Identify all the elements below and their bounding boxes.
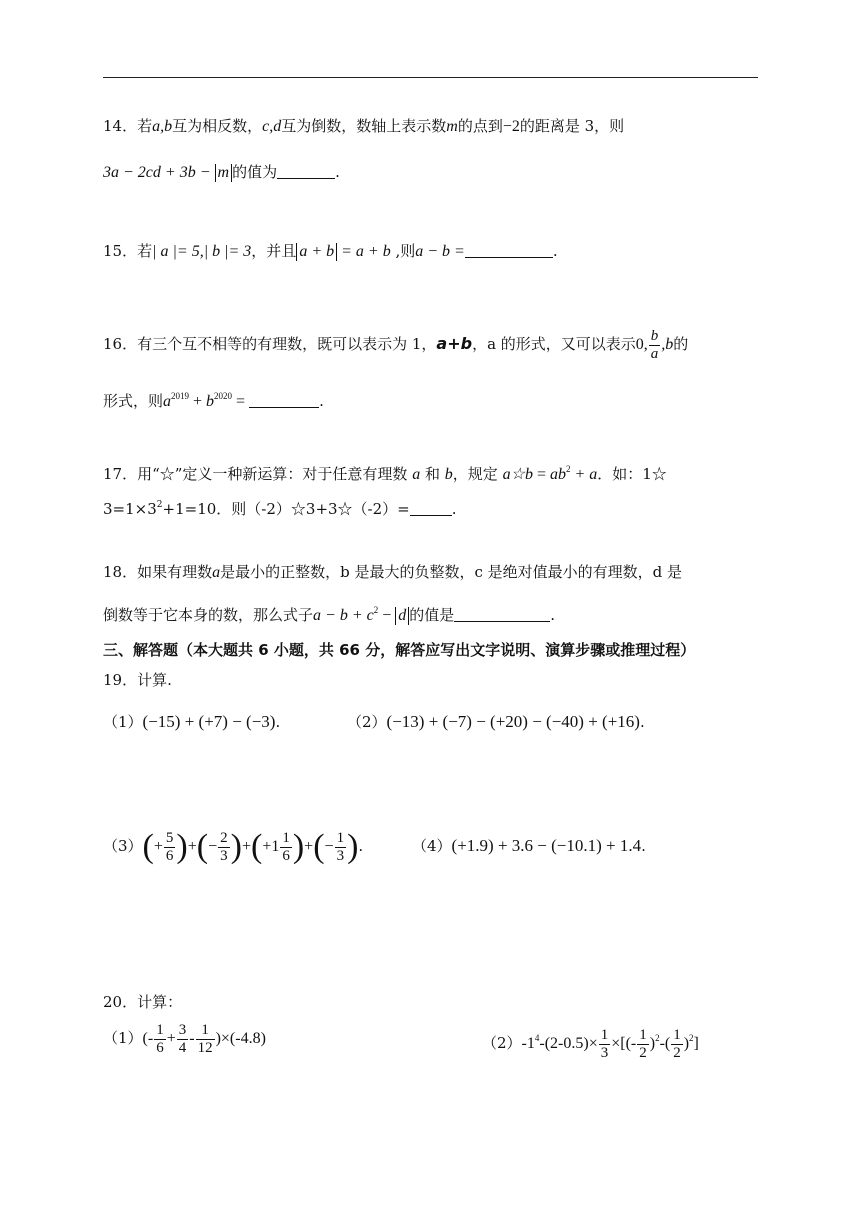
right-paren: ) <box>230 828 242 865</box>
question-text: 的值是 <box>409 606 455 624</box>
math-operator: = <box>532 466 550 483</box>
math-operator: = <box>232 393 250 410</box>
math-expression: (- <box>142 1030 154 1047</box>
question-text: +1=10．则（-2）☆3+3☆（-2）= <box>162 500 410 518</box>
math-number: −2 <box>502 118 520 135</box>
question-text: 若 <box>137 117 153 135</box>
denominator: 3 <box>336 847 345 864</box>
math-expression: a − b + c <box>313 607 374 624</box>
math-var: c,d <box>262 118 282 135</box>
math-abs: m <box>215 164 233 182</box>
fraction <box>280 830 292 865</box>
question-text: 互为倒数，数轴上表示数 <box>281 117 447 135</box>
math-expression: ] <box>693 1035 699 1052</box>
math-expression: (−15) + (+7) − (−3) <box>142 712 276 731</box>
math-sign: +1 <box>262 838 280 855</box>
question-18-line-2 <box>103 600 555 626</box>
punctuation: . <box>335 163 340 181</box>
numerator: 1 <box>600 1026 609 1043</box>
section-heading: 三、解答题（本大题共 6 小题，共 66 分，解答应写出文字说明、演算步骤或推理过程） <box>103 641 696 659</box>
question-text: 倒数等于它本身的数，那么式子 <box>103 606 314 624</box>
fraction <box>335 830 347 865</box>
question-text: 有三个互不相等的有理数，既可以表示为 1， <box>137 335 437 353</box>
denominator: 4 <box>178 1039 187 1056</box>
math-expression: = a + b <box>337 243 391 260</box>
punctuation: . <box>550 606 556 624</box>
question-text: ，规定 <box>452 465 498 483</box>
punctuation: . <box>358 837 364 855</box>
punctuation: . <box>641 837 646 855</box>
part-label: （1） <box>103 1029 143 1047</box>
math-abs: a + b <box>296 243 337 261</box>
math-expression: + a <box>570 466 598 483</box>
question-19-part-2 <box>347 712 645 732</box>
punctuation: . <box>275 713 281 731</box>
math-expression: a☆b <box>502 466 533 483</box>
math-operator: + <box>166 1030 176 1047</box>
right-paren: ) <box>176 828 188 865</box>
answer-blank[interactable] <box>465 243 553 258</box>
left-paren: ( <box>313 828 325 865</box>
denominator: 6 <box>282 847 290 864</box>
fraction <box>177 1022 189 1057</box>
fraction <box>599 1027 611 1062</box>
question-text: 3=1×3 <box>103 500 157 518</box>
math-expression: (+1.9) + 3.6 − (−10.1) + 1.4 <box>451 836 642 855</box>
denominator: 3 <box>600 1044 609 1061</box>
answer-blank[interactable] <box>249 393 319 408</box>
question-text: ，a 的形式，又可以表示 <box>472 335 636 353</box>
part-label: （3） <box>103 837 143 855</box>
numerator: b <box>650 327 659 344</box>
numerator: 1 <box>673 1026 681 1043</box>
question-text: 的值为 <box>232 163 278 181</box>
question-text: 的点到 <box>457 117 503 135</box>
question-text: 的距离是 3，则 <box>519 117 625 135</box>
math-var: a <box>412 466 421 483</box>
question-text: 是最小的正整数，b 是最大的负整数，c 是绝对值最小的有理数，d 是 <box>220 563 683 581</box>
denominator: 6 <box>165 847 174 864</box>
question-number: 17． <box>103 465 138 483</box>
math-expression: | a |= 5,| b |= 3 <box>152 243 252 260</box>
question-20-part-2 <box>482 1018 699 1064</box>
math-operator: + <box>187 838 197 855</box>
fraction <box>164 830 176 865</box>
question-number: 18． <box>103 563 138 581</box>
numerator: 1 <box>336 829 345 846</box>
math-operator: + <box>241 838 251 855</box>
math-expression: ) <box>683 1035 690 1052</box>
punctuation: . <box>319 392 324 410</box>
numerator: 5 <box>165 829 174 846</box>
math-var: a,b <box>152 118 173 135</box>
question-14-line-1 <box>103 116 624 137</box>
punctuation: . <box>552 242 558 260</box>
question-19-part-1 <box>103 712 280 732</box>
numerator: 1 <box>639 1026 647 1043</box>
denominator: 12 <box>197 1039 213 1056</box>
numerator: 1 <box>282 829 290 846</box>
question-19-part-3 <box>103 826 363 867</box>
question-17-line-1 <box>103 459 667 485</box>
question-number: 15． <box>103 242 138 260</box>
math-expression: -(2-0.5)× <box>539 1035 598 1052</box>
question-15-line <box>103 241 558 262</box>
math-expression: -( <box>659 1035 671 1052</box>
question-19-part-4 <box>412 836 646 856</box>
math-expression: -1 <box>521 1035 535 1052</box>
question-text: 若 <box>137 242 153 260</box>
question-text: ．如：1☆ <box>597 465 667 483</box>
part-label: （1） <box>103 713 143 731</box>
fraction <box>671 1027 683 1062</box>
question-16-line-1 <box>103 326 688 363</box>
exponent: 4 <box>534 1033 540 1043</box>
math-operator: − <box>378 607 396 624</box>
fraction-b-over-a <box>649 328 661 363</box>
math-var: b <box>206 393 215 410</box>
numerator: 1 <box>196 1022 215 1040</box>
answer-blank[interactable] <box>454 607 550 622</box>
math-expression: 3a − 2cd + 3b − <box>103 164 215 181</box>
question-18-line-1 <box>103 562 682 583</box>
question-16-line-2 <box>103 386 324 412</box>
math-var: a <box>163 393 172 410</box>
exponent: 2 <box>373 605 379 615</box>
math-expression: ) <box>649 1035 656 1052</box>
math-expression: ×[(- <box>611 1035 637 1052</box>
question-20-part-1 <box>103 1018 266 1059</box>
left-paren: ( <box>250 828 263 865</box>
denominator: 6 <box>156 1039 164 1056</box>
math-abs: d <box>395 607 409 625</box>
math-var: b <box>444 466 453 483</box>
numerator: 2 <box>220 829 228 846</box>
exponent: 2 <box>655 1033 660 1043</box>
math-sign: − <box>208 838 218 855</box>
question-number: 14． <box>103 117 138 135</box>
math-operator: + <box>304 838 314 855</box>
question-number: 16． <box>103 335 138 353</box>
answer-blank[interactable] <box>277 164 335 179</box>
math-number: 0, <box>635 336 648 353</box>
math-var: a <box>212 564 221 581</box>
question-text: 形式，则 <box>103 392 164 410</box>
punctuation: . <box>639 713 645 731</box>
math-sign: − <box>324 838 334 855</box>
denominator: 2 <box>673 1044 681 1061</box>
question-text: 的 <box>673 335 689 353</box>
exponent: 2 <box>689 1033 694 1043</box>
math-var: ,b <box>661 336 674 353</box>
question-19-title: 19．计算. <box>103 671 172 689</box>
denominator: 3 <box>220 847 228 864</box>
math-bold: a+b <box>436 334 473 353</box>
math-expression: )×(-4.8) <box>215 1030 266 1047</box>
fraction <box>637 1027 649 1062</box>
fraction <box>218 830 230 865</box>
part-label: （4） <box>412 837 452 855</box>
punctuation: . <box>451 500 457 518</box>
math-sign: + <box>153 838 163 855</box>
question-14-line-2 <box>103 162 340 183</box>
math-operator: + <box>189 393 207 410</box>
math-operator: - <box>189 1030 195 1047</box>
right-paren: ) <box>347 828 359 865</box>
question-text: 如果有理数 <box>137 563 213 581</box>
part-label: （2） <box>347 713 387 731</box>
numerator: 1 <box>156 1021 164 1038</box>
question-text: 和 <box>425 465 441 483</box>
question-17-line-2 <box>103 495 457 519</box>
answer-blank[interactable] <box>410 501 452 516</box>
right-paren: ) <box>292 828 305 865</box>
left-paren: ( <box>142 828 154 865</box>
question-text: 互为相反数， <box>172 117 263 135</box>
header-rule <box>103 77 758 78</box>
left-paren: ( <box>196 828 209 865</box>
math-var: m <box>446 118 458 135</box>
question-text: ，并且 <box>251 242 297 260</box>
denominator: 2 <box>639 1044 647 1061</box>
math-expression: a − b = <box>415 243 465 260</box>
question-text: 用“☆”定义一种新运算：对于任意有理数 <box>137 465 408 483</box>
exponent: 2019 <box>171 391 190 401</box>
fraction <box>196 1022 215 1057</box>
denominator: a <box>650 345 659 362</box>
question-20-title: 20．计算： <box>103 993 183 1011</box>
part-label: （2） <box>482 1034 522 1052</box>
question-text: ,则 <box>390 242 416 260</box>
exponent: 2 <box>565 464 571 474</box>
exponent: 2020 <box>214 391 233 401</box>
math-expression: (−13) + (−7) − (+20) − (−40) + (+16) <box>386 712 640 731</box>
fraction <box>154 1022 166 1057</box>
exponent: 2 <box>156 500 163 510</box>
numerator: 3 <box>178 1021 187 1038</box>
math-expression: ab <box>549 466 566 483</box>
